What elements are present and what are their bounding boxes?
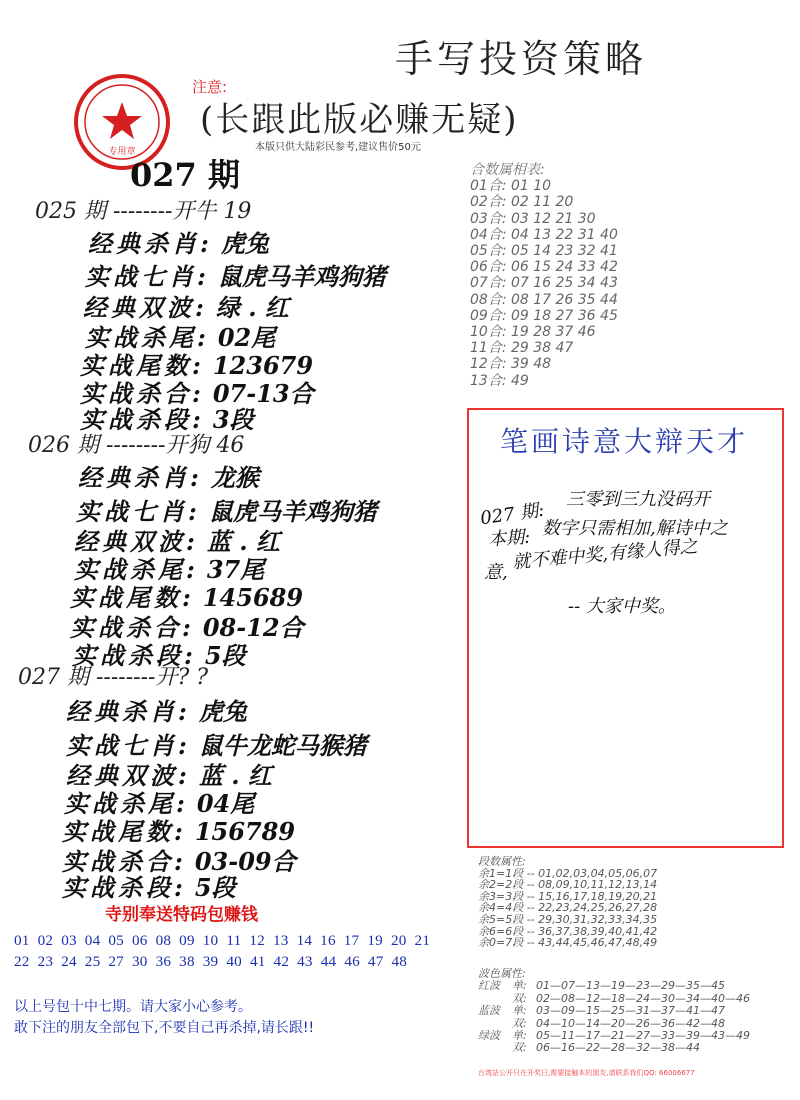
row-value: 鼠虎马羊鸡狗猪 [217,262,386,291]
row-label: 经典杀肖: [88,229,213,258]
promo-number: 14 [296,932,313,949]
wave-nums: 01—07—13—19—23—29—35—45 [536,979,725,993]
row-label: 实战杀合: [62,847,187,876]
row-value: 蓝 . 红 [198,761,272,790]
poem-title: 笔画诗意大辩天才 [500,425,749,458]
wave-name: 绿波 [478,1029,500,1043]
promo-number: 48 [391,953,408,970]
price-note: 本版只供大陆彩民参考,建议售价50元 [255,142,421,153]
row-label: 实战杀段: [62,873,187,902]
promo-number: 10 [202,932,219,949]
row-label: 经典杀肖: [66,697,191,726]
row-label: 实战杀合: [70,613,195,642]
combo-item: 12合: 39 48 [470,356,552,373]
row-value: 08-12合 [202,613,304,642]
notice-label: 注意: [192,78,228,96]
segment-item: 余0=7段 -- 43,44,45,46,47,48,49 [478,936,658,950]
row-label: 实战七肖: [76,497,201,526]
row-label: 实战尾数: [62,817,187,846]
promo-note-2: 敢下注的朋友全部包下,不要自己再杀掉,请长跟!! [14,1020,315,1036]
combo-item: 02合: 02 11 20 [470,194,574,211]
promo-number: 16 [320,932,336,949]
promo-number: 39 [202,953,219,970]
row-value: 156789 [194,817,296,846]
wave-nums: 03—09—15—25—31—37—41—47 [536,1004,725,1018]
poem-line-2-label: 本期: [487,526,531,551]
wave-name: 红波 [478,979,500,993]
combo-item: 03合: 03 12 21 30 [470,210,596,227]
row-value: 145689 [202,583,304,612]
wave-nums: 05—11—17—21—27—33—39—43—49 [536,1029,750,1043]
promo-note-1: 以上号包十中七期。请大家小心参考。 [14,999,252,1015]
promo-number: 09 [179,932,195,949]
row-label: 经典双波: [74,527,199,556]
promo-number: 30 [131,953,148,970]
promo-number: 27 [108,953,124,970]
wave-kind: 双: [512,1016,527,1030]
wave-kind: 单: [512,1029,527,1043]
promo-number: 25 [84,953,101,970]
row-label: 实战杀尾: [85,323,210,352]
combo-table [470,162,780,389]
promo-number: 02 [37,932,54,949]
row-value: 03-09合 [194,847,296,876]
row-label: 实战杀合: [80,379,205,408]
round-row [62,868,236,903]
combo-caption: 合数属相表: [470,162,545,178]
combo-item: 06合: 06 15 24 33 42 [470,259,618,276]
row-value: 虎兔 [198,697,247,726]
page-title: 手写投资策略 [395,37,648,81]
poem-closing: -- 大家中奖。 [568,596,676,617]
wave-item [478,1042,788,1054]
segment-caption: 段数属性: [478,855,526,868]
row-value: 3段 [212,405,254,434]
round-row [66,692,247,727]
row-value: 04尾 [196,789,255,818]
promo-number: 21 [414,932,431,949]
row-label: 实战尾数: [80,351,205,380]
row-label: 经典杀肖: [78,463,203,492]
segment-item: 余4=4段 -- 22,23,24,25,26,27,28 [478,901,658,915]
promo-number: 08 [155,932,172,949]
row-label: 实战七肖: [85,262,210,291]
wave-nums: 06—16—22—28—32—38—44 [536,1041,700,1055]
row-label: 经典双波: [66,761,191,790]
poem-closing-text: 大家中奖。 [585,596,676,617]
promo-number: 11 [226,932,242,949]
combo-item: 04合: 04 13 22 31 40 [470,226,618,243]
round-head-027: 027 期 --------开? ? [18,665,209,690]
row-value: 02尾 [217,323,276,352]
promo-numbers-row-1 [14,932,430,950]
wave-name: 蓝波 [478,1004,500,1018]
segment-item: 余6=6段 -- 36,37,38,39,40,41,42 [478,924,658,938]
promo-number: 36 [155,953,172,970]
combo-item: 10合: 19 28 37 46 [470,324,596,341]
row-label: 实战七肖: [66,731,191,760]
poem-period: 027 期: [479,499,546,530]
poem-line-3: 就不难中奖,有缘人得之 [511,535,699,574]
row-value: 5段 [194,873,236,902]
row-value: 37尾 [206,555,265,584]
segment-item: 余3=3段 -- 15,16,17,18,19,20,21 [478,889,658,903]
round-head-026: 026 期 --------开狗 46 [28,433,245,458]
round-row [85,257,386,292]
wave-kind: 双: [512,1041,527,1055]
row-value: 07-13合 [212,379,314,408]
promo-number: 03 [61,932,77,949]
poem-box [467,408,784,848]
combo-item: 05合: 05 14 23 32 41 [470,243,618,260]
wave-nums: 02—08—12—18—24—30—34—40—46 [536,991,750,1005]
row-value: 5段 [204,641,246,670]
current-period: 027 期 [130,156,240,194]
slogan: (长跟此版必赚无疑) [200,100,519,140]
combo-item: 01合: 01 10 [470,178,552,195]
promo-number: 40 [226,953,242,970]
wave-nums: 04—10—14—20—26—36—42—48 [536,1016,725,1030]
row-value: 123679 [212,351,314,380]
promo-number: 05 [108,932,124,949]
promo-number: 17 [343,932,360,949]
wave-caption: 波色属性: [478,967,526,980]
round-row [88,224,269,259]
segment-item: 余2=2段 -- 08,09,10,11,12,13,14 [478,878,658,892]
round-row [78,458,259,493]
promo-number: 38 [179,953,195,970]
promo-number: 24 [61,953,77,970]
promo-number: 46 [344,953,360,970]
combo-item: 13合: 49 [470,372,529,389]
promo-number: 01 [14,932,30,949]
row-value: 蓝 . 红 [206,527,280,556]
combo-item: 08合: 08 17 26 35 44 [470,291,618,308]
promo-title: 寺别奉送特码包赚钱 [105,905,258,925]
footer-note: 台湾站公开只在开奖日,需要接触本的朋友,请联系我们QQ: 66006677 [478,1069,695,1077]
promo-number: 43 [297,953,313,970]
wave-table [478,968,788,1055]
segment-item: 余5=5段 -- 29,30,31,32,33,34,35 [478,912,658,926]
wave-kind: 双: [512,991,527,1005]
promo-number: 47 [367,953,384,970]
promo-number: 04 [84,932,101,949]
row-label: 实战杀尾: [74,555,199,584]
combo-item: 07合: 07 16 25 34 43 [470,275,618,292]
poem-line-4: 意, [484,562,508,583]
wave-kind: 单: [512,1004,527,1018]
promo-number: 20 [390,932,407,949]
row-value: 绿 . 红 [215,293,289,322]
row-label: 经典双波: [83,293,208,322]
promo-number: 13 [272,932,289,949]
promo-number: 22 [14,953,30,970]
poem-line-1: 三零到三九没码开 [566,489,710,510]
row-value: 龙猴 [210,463,259,492]
promo-number: 23 [37,953,54,970]
promo-number: 41 [249,953,266,970]
row-label: 实战杀段: [80,405,205,434]
promo-number: 42 [273,953,290,970]
segment-table [478,856,788,949]
round-head-025: 025 期 --------开牛 19 [35,199,252,224]
row-value: 虎兔 [220,229,269,258]
row-label: 实战尾数: [70,583,195,612]
combo-item: 11合: 29 38 47 [470,340,574,357]
row-value: 鼠牛龙蛇马猴猪 [198,731,367,760]
poem-line-2: 数字只需相加,解诗中之 [542,518,728,539]
promo-numbers-row-2 [14,953,407,971]
row-label: 实战杀段: [72,641,197,670]
promo-number: 12 [249,932,265,949]
row-label: 实战杀尾: [64,789,189,818]
stamp-sub-text: 专用章 [108,147,136,157]
promo-number: 19 [367,932,383,949]
row-value: 鼠虎马羊鸡狗猪 [208,497,377,526]
segment-item: 余1=1段 -- 01,02,03,04,05,06,07 [478,866,658,880]
promo-number: 44 [320,953,337,970]
combo-item: 09合: 09 18 27 36 45 [470,307,618,324]
wave-kind: 单: [512,979,527,993]
promo-number: 06 [131,932,148,949]
